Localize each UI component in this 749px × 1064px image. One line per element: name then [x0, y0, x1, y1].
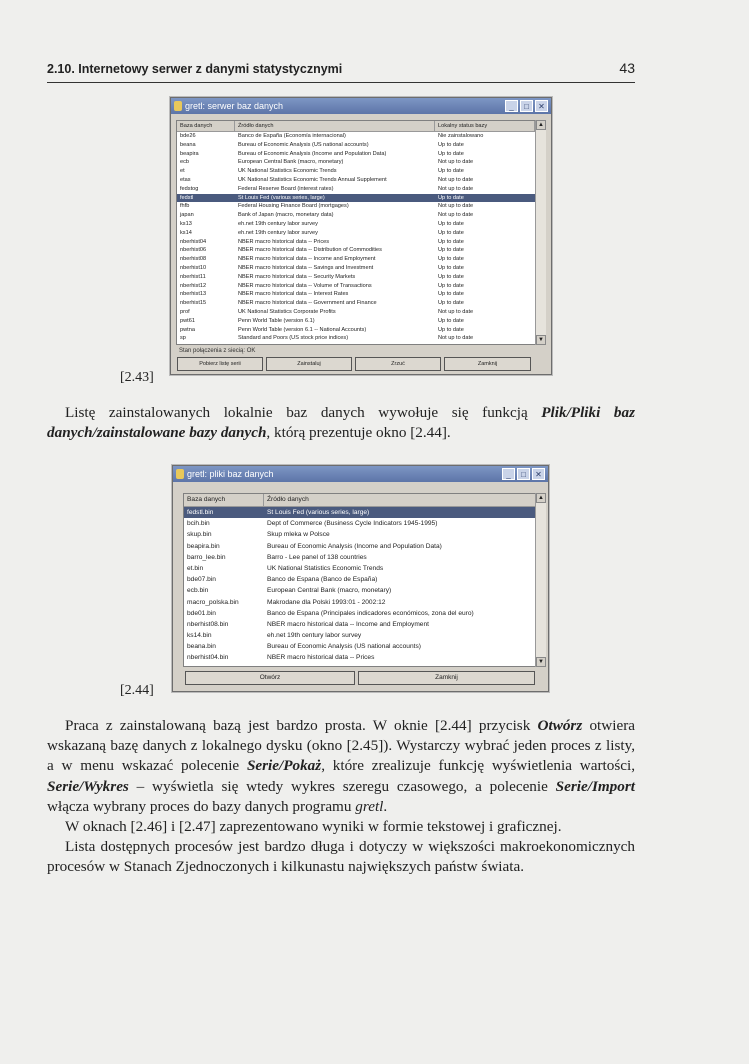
table-row[interactable] — [177, 150, 535, 159]
button-1[interactable]: Otwórz — [185, 671, 355, 685]
table-row[interactable] — [184, 630, 536, 641]
table-cell: bcih.bin — [187, 520, 210, 528]
database-server-window — [170, 97, 552, 375]
table-row[interactable] — [177, 238, 535, 247]
table-cell: NBER macro historical data -- Interest Rates — [238, 291, 349, 298]
list-scrollbar[interactable] — [535, 120, 546, 345]
table-cell: ks14.bin — [187, 632, 212, 640]
table-cell: Up to date — [438, 150, 464, 157]
table-cell: Up to date — [438, 256, 464, 263]
table-row[interactable] — [184, 585, 536, 596]
table-cell: beapira.bin — [187, 542, 220, 550]
table-row[interactable] — [177, 132, 535, 141]
maximize-icon[interactable]: □ — [517, 468, 530, 480]
table-cell: bde26 — [180, 133, 196, 139]
table-row[interactable] — [177, 220, 535, 229]
database-files-list — [183, 493, 537, 667]
figure-label-2-44: [2.44] — [120, 683, 154, 698]
table-row[interactable] — [184, 529, 536, 540]
table-cell: nberhist04 — [180, 238, 207, 245]
table-row[interactable] — [184, 507, 536, 518]
table-cell: Not up to date — [438, 159, 474, 166]
scroll-down-icon[interactable]: ▼ — [536, 335, 546, 345]
minimize-icon[interactable]: _ — [505, 100, 518, 112]
connection-status: Stan połączenia z siecią: OK — [179, 348, 256, 354]
table-cell: fedstl.bin — [187, 509, 214, 516]
table-cell: Bank of Japan (macro, monetary data) — [238, 212, 334, 219]
table-cell: barro_lee.bin — [187, 553, 226, 561]
table-cell: UK National Statistics Economic Trends — [267, 564, 384, 572]
table-row[interactable] — [184, 597, 536, 608]
table-cell: Barro - Lee panel of 138 countries — [267, 553, 367, 561]
table-cell: etas — [180, 176, 191, 183]
database-list — [176, 120, 536, 345]
paragraph-1: Listę zainstalowanych lokalnie baz danych wywołuje się funkcją Plik/Pliki baz danych/zainstalowane bazy danych, którą prezentuje okno [2.44]. — [47, 404, 635, 442]
table-cell: Up to date — [438, 282, 464, 289]
table-cell: bde01.bin — [187, 609, 216, 617]
database-files-window — [172, 465, 549, 692]
table-row[interactable] — [177, 308, 535, 317]
table-row[interactable] — [184, 574, 536, 585]
table-cell: nberhist13 — [180, 291, 207, 298]
table-row[interactable] — [177, 282, 535, 291]
close-icon[interactable]: ✕ — [535, 100, 548, 112]
paragraph-3: W oknach [2.46] i [2.47] zaprezentowano wyniki w formie tekstowej i graficznej. — [65, 818, 562, 836]
list-scrollbar[interactable] — [535, 493, 546, 667]
table-cell: Standard and Poors (US stock price indices) — [238, 335, 349, 342]
table-row[interactable] — [177, 185, 535, 194]
table-row[interactable] — [177, 317, 535, 326]
table-cell: ecb — [180, 159, 190, 166]
table-cell: Nie zainstalowano — [438, 133, 484, 139]
table-cell: japan — [180, 212, 194, 219]
table-cell: Bureau of Economic Analysis (US national accounts) — [238, 141, 369, 148]
column-header[interactable]: Lokalny status bazy — [435, 121, 535, 131]
gretl-icon — [174, 101, 182, 111]
table-cell: nberhist06 — [180, 247, 207, 254]
button-3[interactable]: Zrzuć — [355, 357, 441, 371]
table-cell: UK National Statistics Corporate Profits — [238, 308, 336, 315]
table-cell: nberhist10 — [180, 264, 207, 271]
table-row[interactable] — [184, 541, 536, 552]
column-header[interactable]: Baza danych — [184, 494, 264, 506]
button-row — [177, 357, 531, 371]
table-cell: pwt61 — [180, 317, 195, 324]
table-cell: Banco de Espana (Principales indicadores económicos, zona del euro) — [267, 609, 474, 617]
table-cell: prof — [180, 308, 190, 315]
table-row[interactable] — [177, 211, 535, 220]
table-cell: Penn World Table (version 6.1) — [238, 317, 315, 324]
table-cell: St Louis Fed (various series, large) — [238, 194, 325, 201]
table-cell: Penn World Table (version 6.1 -- National Accounts) — [238, 326, 367, 333]
table-row[interactable] — [177, 167, 535, 176]
menu-path-emphasis: Plik/Pliki baz danych/zainstalowane bazy danych — [47, 404, 635, 442]
table-cell: et — [180, 168, 185, 175]
table-row[interactable] — [184, 563, 536, 574]
scroll-up-icon[interactable]: ▲ — [536, 120, 546, 130]
paragraph-2: Praca z zainstalowaną bazą jest bardzo prosta. W oknie [2.44] przycisk Otwórz otwiera wskazaną bazę danych z lokalnego dysku (okno [2.45]). Wystarczy wybrać jeden proces z listy, a w menu wskazać polecenie Serie/Pokaż, które zrealizuje funkcję wyświetlenia wartości, Serie/Wykres – wyświetla się wtedy wykres szeregu czasowego, a polecenie Serie/Import włącza wybrany proces do bazy danych programu gretl. W oknach [2.46] i [2.47] zaprezentowano wyniki w formie tekstowej i graficznej. Lista dostępnych procesów jest bardzo długa i dotyczy w większości makroekonomicznych procesów w Stanach Zjednoczonych i kilkunastu największych państw świata. — [47, 716, 635, 878]
table-cell: Up to date — [438, 229, 464, 236]
window-title: gretl: serwer baz danych — [185, 101, 284, 111]
table-cell: nberhist15 — [180, 300, 207, 307]
table-cell: Up to date — [438, 247, 464, 254]
column-header[interactable]: Źródło danych — [264, 494, 536, 506]
table-cell: pwtna — [180, 326, 195, 333]
table-cell: Up to date — [438, 264, 464, 271]
table-cell: Up to date — [438, 194, 464, 201]
table-cell: NBER macro historical data -- Prices — [238, 238, 330, 245]
button-1[interactable]: Pobierz listę serii — [177, 357, 263, 371]
gretl-icon — [176, 469, 184, 479]
table-cell: European Central Bank (macro, monetary) — [267, 587, 392, 595]
button-row — [185, 671, 535, 685]
table-row[interactable] — [177, 290, 535, 299]
table-cell: NBER macro historical data -- Volume of Transactions — [238, 282, 372, 289]
table-cell: macro_polska.bin — [187, 598, 239, 606]
table-cell: fedstl — [180, 194, 194, 201]
table-cell: Makrodane dla Polski 1993:01 - 2002:12 — [267, 598, 386, 606]
table-row[interactable] — [177, 326, 535, 335]
table-row[interactable] — [184, 608, 536, 619]
table-cell: Up to date — [438, 273, 464, 280]
table-row[interactable] — [177, 299, 535, 308]
button-4[interactable]: Zamknij — [444, 357, 531, 371]
scroll-up-icon[interactable]: ▲ — [536, 493, 546, 503]
table-cell: Up to date — [438, 220, 464, 227]
table-cell: skup.bin — [187, 531, 212, 539]
table-cell: Bureau of Economic Analysis (US national accounts) — [267, 643, 421, 651]
window-titlebar[interactable] — [173, 466, 548, 482]
section-title: 2.10. Internetowy serwer z danymi statystycznymi — [47, 62, 343, 76]
table-cell: Banco de España (Economía internacional) — [238, 133, 346, 139]
minimize-icon[interactable]: _ — [502, 468, 515, 480]
table-cell: beana — [180, 141, 196, 148]
column-header[interactable]: Źródło danych — [235, 121, 435, 131]
table-cell: Not up to date — [438, 203, 474, 210]
table-cell: bde07.bin — [187, 576, 216, 584]
table-cell: beana.bin — [187, 643, 216, 651]
table-cell: ecb.bin — [187, 587, 209, 595]
maximize-icon[interactable]: □ — [520, 100, 533, 112]
table-row[interactable] — [184, 641, 536, 652]
table-cell: nberhist08 — [180, 256, 207, 263]
table-row[interactable] — [177, 229, 535, 238]
table-row[interactable] — [184, 552, 536, 563]
table-cell: European Central Bank (macro, monetary) — [238, 159, 344, 166]
table-cell: eh.net 19th century labor survey — [238, 220, 318, 227]
table-cell: Up to date — [438, 168, 464, 175]
table-cell: nberhist04.bin — [187, 654, 229, 662]
table-row[interactable] — [177, 264, 535, 273]
table-cell: ks13 — [180, 220, 192, 227]
table-row[interactable] — [184, 518, 536, 529]
table-cell: Dept of Commerce (Business Cycle Indicators 1945-1995) — [267, 520, 438, 528]
header-rule — [47, 82, 635, 83]
table-cell: UK National Statistics Economic Trends Annual Supplement — [238, 176, 387, 183]
table-cell: beapira — [180, 150, 199, 157]
table-cell: Banco de Espana (Banco de España) — [267, 576, 378, 584]
table-cell: Not up to date — [438, 212, 474, 219]
table-cell: eh.net 19th century labor survey — [238, 229, 318, 236]
table-cell: Up to date — [438, 238, 464, 245]
table-cell: Up to date — [438, 326, 464, 333]
table-cell: nberhist08.bin — [187, 620, 229, 628]
table-cell: nberhist12 — [180, 282, 207, 289]
table-row[interactable] — [177, 334, 535, 343]
table-cell: fhfb — [180, 203, 190, 210]
table-cell: Federal Housing Finance Board (mortgages) — [238, 203, 349, 210]
table-cell: eh.net 19th century labor survey — [267, 632, 362, 640]
table-cell: Up to date — [438, 317, 464, 324]
table-cell: St Louis Fed (various series, large) — [267, 509, 370, 516]
paragraph-4: Lista dostępnych procesów jest bardzo długa i dotyczy w większości makroekonomicznych procesów w Stanach Zjednoczonych i kilkunastu największych państw świata. — [47, 838, 635, 876]
close-icon[interactable]: ✕ — [532, 468, 545, 480]
table-cell: NBER macro historical data -- Prices — [267, 654, 375, 662]
table-cell: Bureau of Economic Analysis (Income and Population Data) — [238, 150, 387, 157]
scroll-down-icon[interactable]: ▼ — [536, 657, 546, 667]
table-row[interactable] — [177, 158, 535, 167]
table-row[interactable] — [177, 176, 535, 185]
button-2[interactable]: Zamknij — [358, 671, 535, 685]
table-cell: UK National Statistics Economic Trends — [238, 168, 337, 175]
table-cell: et.bin — [187, 564, 204, 572]
table-cell: NBER macro historical data -- Distribution of Commodities — [238, 247, 382, 254]
table-row[interactable] — [184, 619, 536, 630]
table-cell: Up to date — [438, 291, 464, 298]
figure-label-2-43: [2.43] — [120, 370, 154, 385]
table-row[interactable] — [177, 255, 535, 264]
table-cell: Bureau of Economic Analysis (Income and Population Data) — [267, 542, 442, 550]
table-row[interactable] — [177, 246, 535, 255]
table-cell: Up to date — [438, 300, 464, 307]
window-title: gretl: pliki baz danych — [187, 469, 274, 479]
table-cell: NBER macro historical data -- Government and Finance — [238, 300, 377, 307]
window-titlebar[interactable] — [171, 98, 551, 114]
table-row[interactable] — [177, 202, 535, 211]
table-cell: Not up to date — [438, 176, 474, 183]
table-cell: NBER macro historical data -- Savings and Investment — [238, 264, 374, 271]
table-cell: sp — [180, 335, 186, 342]
table-cell: NBER macro historical data -- Income and Employment — [238, 256, 376, 263]
button-2[interactable]: Zainstaluj — [266, 357, 352, 371]
table-cell: Skup mleka w Polsce — [267, 531, 330, 539]
table-cell: Not up to date — [438, 335, 474, 342]
table-cell: NBER macro historical data -- Security Markets — [238, 273, 356, 280]
page-number: 43 — [619, 60, 635, 76]
table-cell: Not up to date — [438, 185, 474, 192]
column-header[interactable]: Baza danych — [177, 121, 235, 131]
table-cell: Not up to date — [438, 308, 474, 315]
table-row[interactable] — [177, 194, 535, 203]
table-cell: fedstog — [180, 185, 199, 192]
table-row[interactable] — [177, 141, 535, 150]
table-cell: Up to date — [438, 141, 464, 148]
table-cell: nberhist11 — [180, 273, 206, 280]
table-row[interactable] — [184, 652, 536, 663]
table-cell: ks14 — [180, 229, 192, 236]
running-header — [47, 62, 635, 80]
table-cell: NBER macro historical data -- Income and Employment — [267, 620, 429, 628]
table-row[interactable] — [177, 273, 535, 282]
table-cell: Federal Reserve Board (interest rates) — [238, 185, 334, 192]
